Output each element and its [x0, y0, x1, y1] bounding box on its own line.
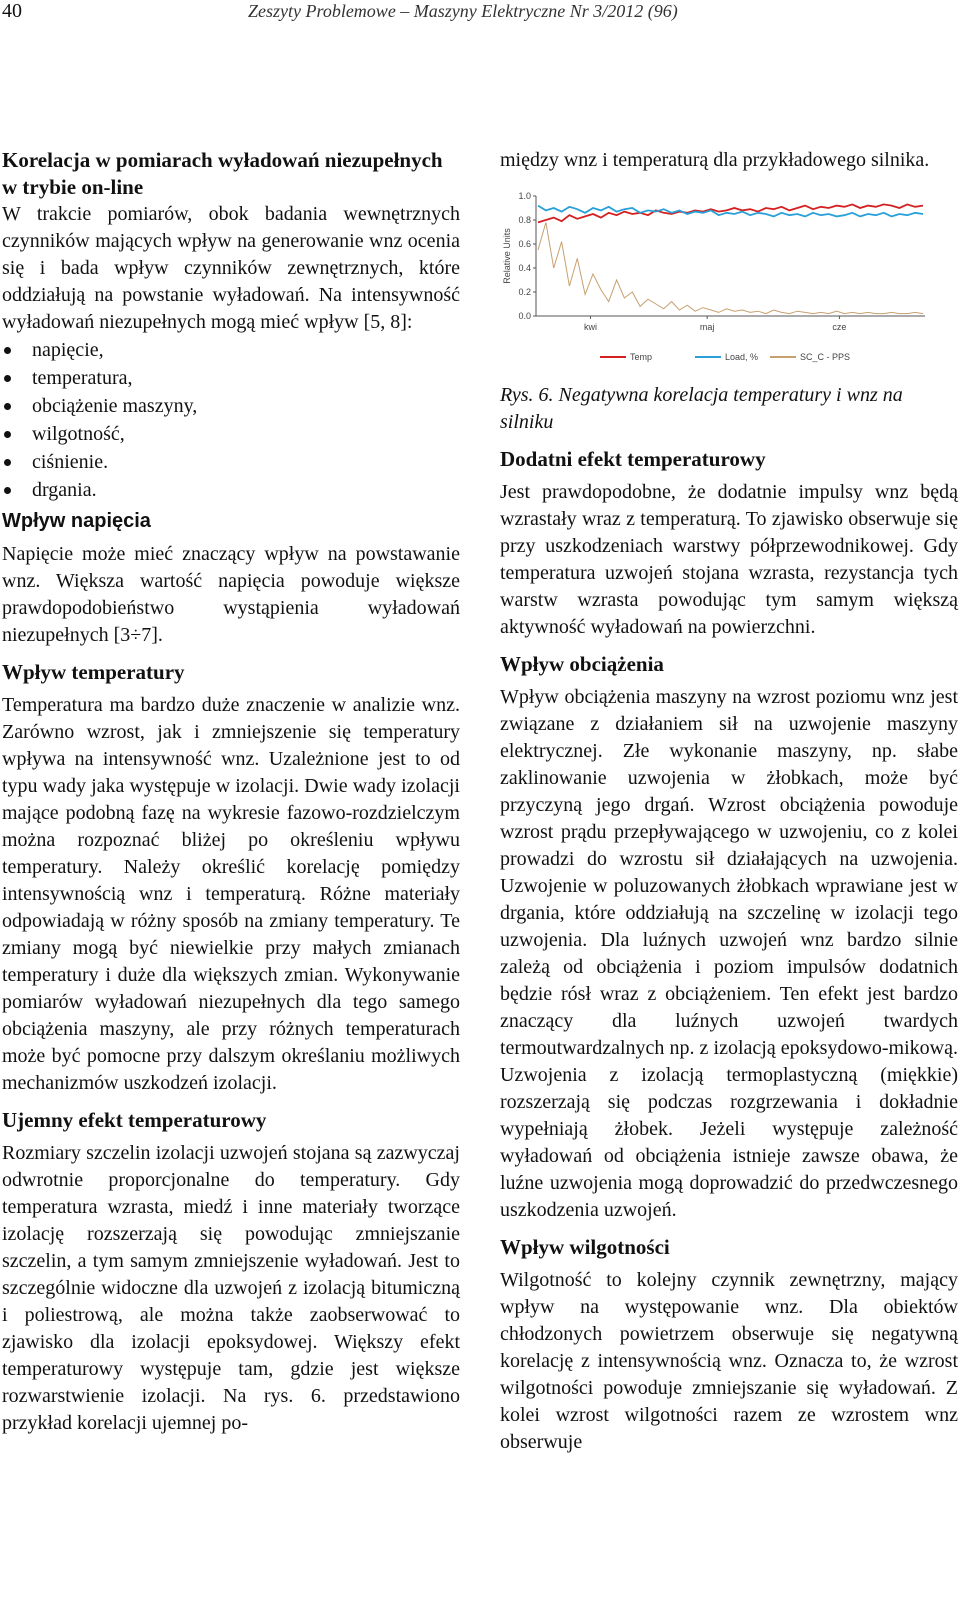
y-tick-label: 0.0 [518, 311, 531, 321]
factor-list [2, 336, 460, 504]
section-heading-temperature: Wpływ temperatury [2, 660, 185, 684]
paragraph-load: Wpływ obciążenia maszyny na wzrost poziomu wnz jest związane z działaniem sił na uzwojenie maszyny elektrycznej. Złe wykonanie maszyny, np. słabe zaklinowanie uzwojenia w żłobkach, może być przyczyną jego drgań. Wzrost obciążenia powoduje wzrost prądu przepływającego w uzwojeniu, co z kolei prowadzi do wzrostu sił działających na uzwojenia. Uzwojenie w poluzowanych żłobkach wprawiane jest w drgania, które oddziałują na szczelinę w izolacji tego uzwojenia. Dla luźnych uzwojeń wnz bardzo silnie zależą od obciążenia i poziom impulsów dodatnich będzie rósł wraz z obciążeniem. Ten efekt jest bardzo znaczący dla luźnych uzwojeń twardych termoutwardzalnych np. z izolacją epoksydowo-mikową. Uzwojenia z izolacją termoplastyczną (miękkie) rozszerzają się podczas rozgrzewania i dokładnie wypełniają żłobek. Jeżeli występuje zależność wyładowań od obciążenia istnieje zawsze obawa, że luźne uzwojenia mogą doprowadzić do przedwczesnego uszkodzenia uzwojeń. [500, 686, 958, 1221]
list-item: obciążenie maszyny, [2, 392, 460, 420]
paragraph-continuation: między wnz i temperaturą dla przykładowego silnika. [500, 149, 930, 171]
section-heading-voltage: Wpływ napięcia [2, 510, 151, 532]
paragraph-humidity: Wilgotność to kolejny czynnik zewnętrzny, mający wpływ na występowanie wnz. Dla obiektów chłodzonych powietrzem obserwuje się negatywną korelację z intensywnością wnz. Oznacza to, że wzrost wilgotności powoduje zmniejszanie się wyładowań. Z kolei wzrost wilgotności razem ze wzrostem wnz obserwuje [500, 1269, 958, 1453]
x-tick-label: cze [832, 322, 847, 332]
y-tick-label: 0.8 [518, 215, 531, 225]
y-tick-label: 0.4 [518, 263, 531, 273]
paragraph-voltage: Napięcie może mieć znaczący wpływ na powstawanie wnz. Większa wartość napięcia powoduje większe prawdopodobieństwo wystąpienia wyładowań niezupełnych [3÷7]. [2, 543, 460, 646]
y-axis-label: Relative Units [502, 228, 512, 284]
legend-label: Temp [630, 352, 653, 362]
x-tick-label: kwi [583, 322, 597, 332]
legend-label: Load, % [725, 352, 759, 362]
page-header [0, 0, 960, 30]
paragraph-temperature: Temperatura ma bardzo duże znaczenie w analizie wnz. Zarówno wzrost, jak i zmniejszenie się temperatury wpływa na intensywność wnz. Uzależnione jest to od typu wady jaka występuje w izolacji. Dwie wady izolacji mające podobną fazę na wykresie fazowo-rozdzielczym można rozpoznać bliżej po określeniu wpływu temperatury. Należy określić korelację pomiędzy intensywnością wnz i temperaturą. Różne materiały odpowiadają w różny sposób na zmiany temperatury. Te zmiany mogą być niewielkie przy małych zmianach temperatury i duże dla większych zmian. Wykonywanie pomiarów wyładowań niezupełnych dla tego samego obciążenia maszyny, ale przy różnych temperaturach może być pomocne przy dalszym określaniu możliwych mechanizmów uszkodzeń izolacji. [2, 694, 460, 1094]
list-item: drgania. [2, 476, 460, 504]
paragraph-negative-effect: Rozmiary szczelin izolacji uzwojeń stojana są zazwyczaj odwrotnie proporcjonalne do temperatury. Gdy temperatura wzrasta, miedź i inne materiały tworzące izolację rozszerzają się powodując zmniejszanie szczelin, a tym samym zmniejszenie wyładowań. Jest to szczególnie widoczne dla uzwojeń z izolacją bitumiczną i poliestrową, ale można także zaobserwować to zjawisko dla izolacji epoksydowej. Większy efekt temperaturowy występuje tam, gdzie jest większe rozwarstwienie izolacji. Na rys. 6. przedstawiono przykład korelacji ujemnej po- [2, 1142, 460, 1434]
journal-title: Zeszyty Problemowe – Maszyny Elektryczne Nr 3/2012 (96) [248, 1, 678, 21]
paragraph-intro: W trakcie pomiarów, obok badania wewnętrznych czynników mających wpływ na generowanie wnz ocenia się i bada wpływ czynników zewnętrznych, które oddziałują na powstanie wyładowań. Na intensywność wyładowań niezupełnych mogą mieć wpływ [5, 8]: [2, 203, 460, 333]
right-column [500, 147, 958, 1456]
legend-label: SC_C - PPS [800, 352, 851, 362]
y-tick-label: 0.6 [518, 239, 531, 249]
section-heading-positive-effect: Dodatni efekt temperaturowy [500, 447, 766, 471]
y-tick-label: 0.2 [518, 287, 531, 297]
x-tick-label: maj [699, 322, 715, 332]
y-tick-label: 1.0 [518, 191, 531, 201]
section-heading-humidity: Wpływ wilgotności [500, 1235, 670, 1259]
page-number: 40 [2, 0, 22, 22]
correlation-chart [500, 188, 940, 378]
figure-caption: Rys. 6. Negatywna korelacja temperatury i wnz na silniku [500, 384, 903, 433]
section-heading-negative-effect: Ujemny efekt temperaturowy [2, 1108, 267, 1132]
list-item: napięcie, [2, 336, 460, 364]
left-column [2, 147, 460, 1437]
list-item: ciśnienie. [2, 448, 460, 476]
list-item: wilgotność, [2, 420, 460, 448]
series-line [538, 222, 923, 313]
section-heading-load: Wpływ obciążenia [500, 652, 664, 676]
section-heading-correlation: Korelacja w pomiarach wyładowań niezupełnych w trybie on-line [2, 148, 443, 199]
paragraph-positive-effect: Jest prawdopodobne, że dodatnie impulsy wnz będą wzrastały wraz z temperaturą. To zjawisko obserwuje się przy uszkodzeniach warstwy półprzewodnikowej. Gdy temperatura uzwojeń stojana wzrasta, rezystancja tych warstw wzrasta powodując tym samym większą aktywność wyładowań na powierzchni. [500, 481, 958, 638]
list-item: temperatura, [2, 364, 460, 392]
figure-6 [500, 188, 940, 378]
